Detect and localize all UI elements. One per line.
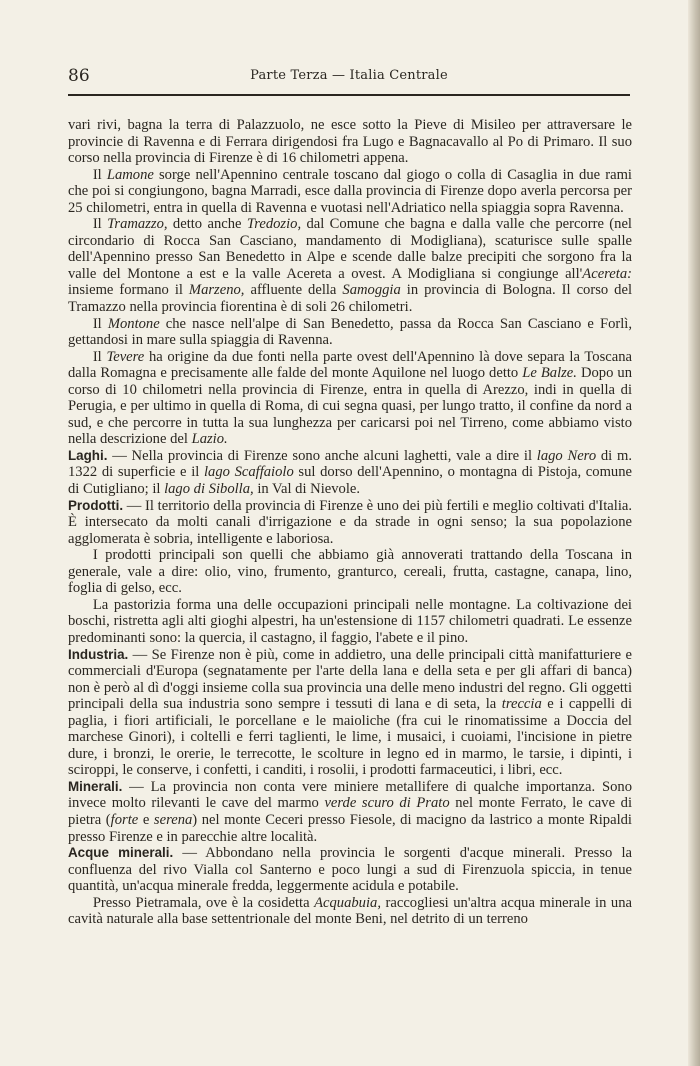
paragraph: [68, 448, 632, 498]
section-heading: Acque minerali.: [68, 845, 174, 861]
text-run: nel monte Ferrato, le cave di pietra (: [68, 795, 633, 828]
italic-term: Tramazzo,: [107, 216, 168, 233]
italic-term: forte: [110, 811, 139, 828]
text-run: affluente della: [244, 282, 343, 299]
text-run: — La provincia non conta vere miniere metallifere di qualche importanza. Sono invece molto rilevanti le cave del marmo: [68, 778, 632, 812]
italic-term: Acquabuia,: [314, 894, 381, 911]
text-run: e: [138, 811, 154, 828]
paragraph: [68, 895, 632, 928]
italic-term: Tevere: [106, 348, 145, 365]
text-run: sul dorso dell'Apennino, o montagna di Pistoja, comune di Cutigliano; il: [68, 464, 632, 498]
text-run: vari rivi, bagna la terra di Palazzuolo, ne esce sotto la Pieve di Misileo per attraversare le provincie di Ravenna e di Ferrara dirigendosi fra Lugo e Bagnacavallo al Po di Primaro. Il suo corso nella provincia di Firenze è di 16 chilometri appena.: [68, 117, 632, 167]
italic-term: lago Nero: [536, 447, 597, 464]
text-run: I prodotti principali son quelli che abbiamo già annoverati trattando della Toscana in generale, vale a dire: olio, vino, frumento, granturco, cereali, frutta, castagne, canapa, lino, foglia di gelso, ecc.: [68, 547, 632, 597]
paragraph: [68, 117, 632, 167]
text-run: Presso Pietramala, ove è la cosidetta: [92, 894, 315, 911]
page-edge-shadow: [688, 0, 700, 1066]
italic-term: Lamone: [106, 166, 154, 183]
text-run: — Abbondano nella provincia le sorgenti d'acque minerali. Presso la confluenza del rivo Vialla col Santerno e poco lungi a sud di Firenzuola spiccia, in tenue quantità, un'acqua minerale fredda, leggermente acidula e potabile.: [68, 845, 632, 895]
italic-term: lago di Sibolla,: [164, 481, 254, 498]
italic-term: Le Balze.: [522, 365, 577, 382]
paragraph: [68, 216, 632, 315]
paragraph: [68, 779, 632, 845]
paragraph: [68, 498, 632, 548]
text-run: Il: [92, 348, 107, 365]
text-run: — Il territorio della provincia di Firenze è uno dei più fertili e meglio coltivati d'Italia. È intersecato da molti canali d'irrigazione e da strade in ogni senso; la sua popolazione agglomerata è sobria, intelligente e laboriosa.: [68, 497, 632, 547]
text-run: sorge nell'Apennino centrale toscano dal giogo o colla di Casaglia in due rami che poi si congiungono, bagna Marradi, esce dalla provincia di Firenze dopo averla percorsa per 25 chilometri, entra in quella di Ravenna e vuotasi nell'Adriatico nella spiaggia sopra Ravenna.: [68, 166, 632, 216]
page-header: [68, 66, 630, 88]
body-text: [68, 117, 632, 928]
page-number: 86: [68, 66, 90, 86]
text-run: che nasce nell'alpe di San Benedetto, passa da Rocca San Casciano e Forlì, gettandosi in mare sulla spiaggia di Ravenna.: [68, 315, 632, 349]
text-run: ha origine da due fonti nella parte ovest dell'Apennino là dove separa la Toscana dalla Romagna e precisamente alle falde del monte Aquilone nel luogo detto: [68, 348, 632, 382]
text-run: Il: [92, 166, 107, 183]
paragraph: [68, 167, 632, 217]
paragraph: [68, 349, 632, 448]
text-run: in Val di Nievole.: [253, 481, 361, 498]
paragraph: [68, 597, 632, 647]
italic-term: Marzeno,: [188, 282, 245, 299]
italic-term: Acereta:: [582, 265, 632, 282]
paragraph: [68, 647, 632, 779]
paragraph: [68, 845, 632, 895]
italic-term: Montone: [107, 315, 160, 332]
text-run: di m. 1322 di superficie e il: [68, 447, 632, 481]
text-run: — Se Firenze non è più, come in addietro, una delle principali città manifatturiere e commerciali d'Europa (segnatamente per l'arte della lana e della seta e per gli affari di banca) non è però al dì d'oggi insieme colla sua provincia una delle meno industri del regno. Gli oggetti principali della sua industria sono sempre i tessuti di lana e di seta, la: [68, 646, 632, 713]
paragraph: [68, 547, 632, 597]
text-run: e i cappelli di paglia, i fiori artificiali, le porcellane e le maioliche (fra cui le rinomatissime a Doccia del marchese Ginori), i coltelli e ferri taglienti, le lime, i musaici, i cuoiami, l'incisione in pietre dure, i bronzi, le orerie, le terrecotte, le scolture in legno ed in marmo, le tarsie, i dipinti, i sciroppi, le conserve, i confetti, i canditi, i rosolii, i prodotti farmaceutici, i libri, ecc.: [68, 696, 632, 779]
italic-term: serena: [153, 811, 193, 828]
section-heading: Laghi.: [68, 447, 108, 463]
section-heading: Industria.: [68, 646, 129, 662]
text-run: Il: [92, 216, 108, 233]
section-heading: Minerali.: [68, 778, 123, 794]
italic-term: verde scuro di Prato: [324, 795, 450, 812]
text-run: in provincia di Bologna. Il corso del Tramazzo nella provincia fiorentina è di soli 26 chilometri.: [68, 282, 632, 316]
italic-term: treccia: [501, 696, 542, 713]
text-run: detto anche: [167, 216, 247, 233]
text-run: dal Comune che bagna e dalla valle che percorre (nel circondario di Rocca San Casciano, mandamento di Modigliana), scaturisce sulle spalle dell'Apennino presso San Benedetto in Alpe e scende dalle balze precipiti che sorgono fra la valle del Montone a est e la valle Acereta a ovest. A Modigliana si congiunge all': [68, 216, 632, 282]
italic-term: Tredozio,: [246, 216, 302, 233]
text-run: raccogliesi un'altra acqua minerale in una cavità naturale alla base settentrionale del monte Beni, nel detrito di un terreno: [68, 894, 633, 928]
text-run: Dopo un corso di 10 chilometri nella provincia di Firenze, entra in quella di Arezzo, indi in quella di Perugia, e per ultimo in quella di Roma, di cui segna quasi, per lungo tratto, il confine da nord a sud, e che percorre in tutta la sua lunghezza per caricarsi poi nel Tirreno, come abbiamo visto nella descrizione del: [68, 365, 632, 448]
text-run: La pastorizia forma una delle occupazioni principali nelle montagne. La coltivazione dei boschi, ristretta agli alti gioghi alpestri, ha un'estensione di 1157 chilometri quadrati. Le essenze predominanti sono: la quercia, il castagno, il faggio, l'abete e il pino.: [68, 596, 632, 646]
paragraph: [68, 316, 632, 349]
text-run: Il: [92, 315, 108, 332]
italic-term: Samoggia: [342, 282, 401, 299]
running-title: Parte Terza — Italia Centrale: [250, 68, 448, 83]
italic-term: lago Scaffaiolo: [203, 464, 294, 481]
text-run: — Nella provincia di Firenze sono anche alcuni laghetti, vale a dire il: [107, 447, 537, 464]
italic-term: Lazio.: [191, 431, 228, 448]
text-run: insieme formano il: [68, 282, 189, 299]
header-rule: [68, 94, 630, 96]
section-heading: Prodotti.: [68, 497, 124, 513]
text-run: ) nel monte Ceceri presso Fiesole, di macigno da lastrico a monte Ripaldi presso Firenze e in parecchie altre località.: [68, 811, 632, 845]
